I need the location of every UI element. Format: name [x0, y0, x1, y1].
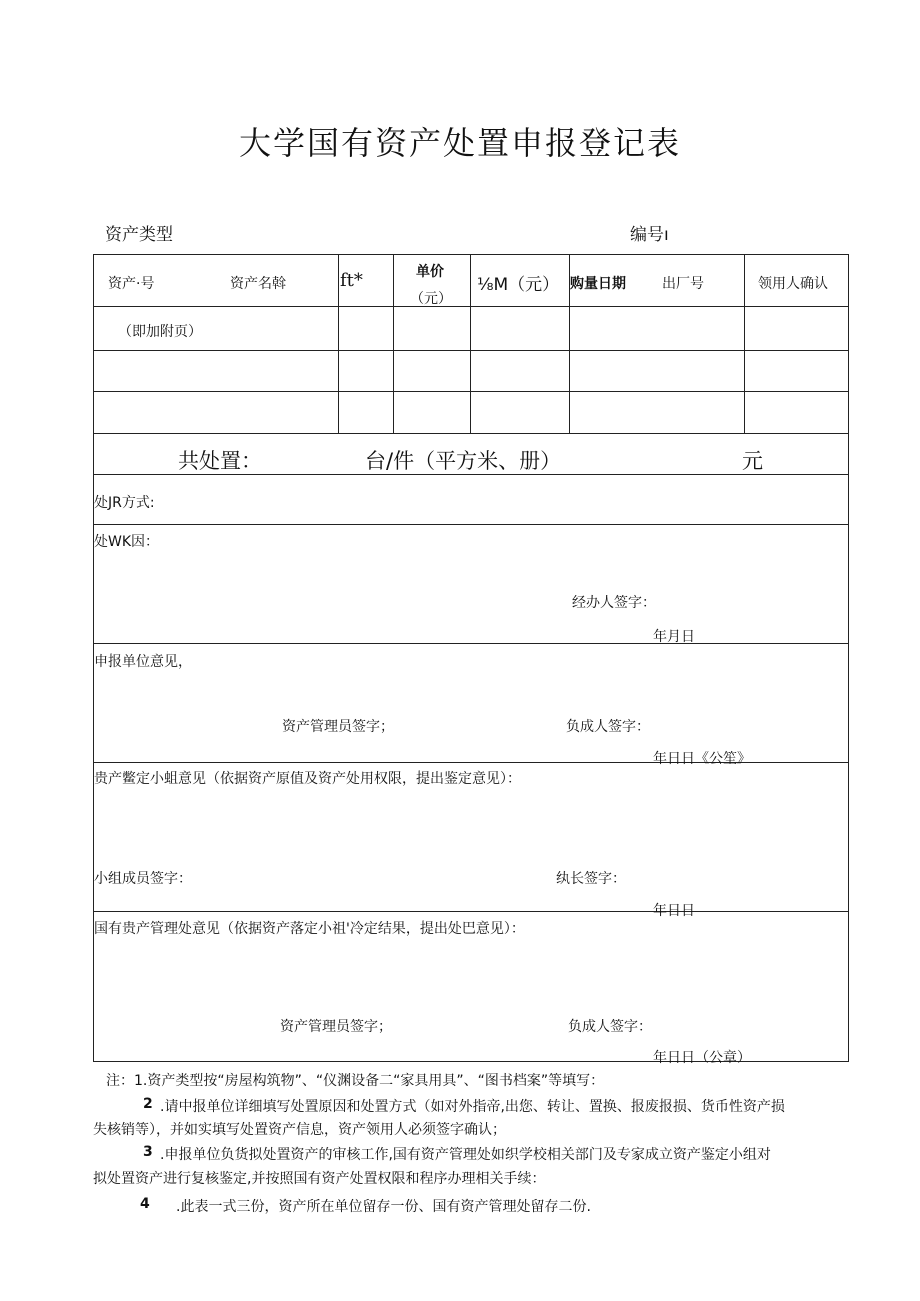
group-member-signature: 小组成员签字： [94, 871, 192, 887]
applicant-opinion-label: 申报单位意见， [94, 654, 192, 670]
total-currency: 元 [742, 449, 763, 473]
col-asset-no: 资产·号 [108, 276, 155, 292]
row-divider [93, 306, 849, 307]
note-1: 注：1.资产类型按“房屋构筑物”、“仪渊设备二“家具用具”、“图书档案”等填写： [106, 1073, 605, 1089]
col-amount: ⅛M（元） [477, 275, 560, 295]
number-label: 编号ı [630, 225, 669, 245]
row-divider [93, 643, 849, 644]
note-2-line1: .请中报单位详细填写处置原因和处置方式（如对外指帝,出您、转让、置换、报废报损、货币性资产损 [160, 1099, 785, 1115]
note-3-line1: .申报单位负货拟处置资产的审核工作,国有资产管理处如织学校相关部门及专家成立资产鉴定小组对 [160, 1147, 771, 1163]
disposal-reason-label: 处WK因： [94, 534, 160, 550]
group-opinion-label: 贵产鳖定小蛆意见（依据资产原值及资产处用权限，提出鉴定意见）： [94, 771, 521, 787]
page-title: 大学国有资产处置申报登记表 [238, 124, 681, 162]
group-date: 年日日 [653, 903, 695, 919]
total-unit: 台/件（平方米、册） [365, 449, 562, 473]
col-unit-price: 单价 [416, 264, 444, 280]
operator-date: 年月日 [653, 629, 695, 645]
col-user-confirm: 领用人确认 [758, 276, 828, 292]
row-divider [93, 524, 849, 525]
asset-admin-signature: 资产管理员签字； [282, 719, 394, 735]
note-4-number: 4 [140, 1196, 150, 1212]
asset-type-label: 资产类型 [105, 225, 173, 245]
col-divider [393, 254, 394, 433]
office-leader-signature: 负成人签字： [568, 1019, 652, 1035]
col-factory-no: 出厂号 [662, 276, 704, 292]
col-asset-name: 资产名斡 [230, 276, 286, 292]
disposal-method-label: 处JR方式: [94, 495, 155, 511]
office-asset-admin-signature: 资产管理员签字； [280, 1019, 392, 1035]
note-2-number: 2 [143, 1096, 153, 1112]
form-table [93, 254, 849, 1062]
col-unit-price-unit: （元） [410, 291, 452, 307]
office-date-clip [653, 1046, 763, 1066]
col-purchase-date: 购量日期 [570, 276, 626, 292]
note-3-line2: 拟处置资产进行复核鉴定,并按照国有资产处置权限和程序办理相关手续： [93, 1171, 546, 1187]
total-prefix: 共处置： [178, 449, 262, 473]
note-2-line2: 失核销等），并如实填写处置资产信息，资产领用人必须签字确认； [93, 1122, 506, 1138]
attachment-note: （即加附页） [118, 324, 202, 340]
office-seal-date: 年日日（公章） [653, 1050, 751, 1066]
operator-signature: 经办人签字： [572, 595, 656, 611]
row-divider [93, 911, 849, 912]
col-divider [744, 254, 745, 433]
col-divider [338, 254, 339, 433]
row-divider [93, 391, 849, 392]
col-spec: ft* [340, 270, 363, 291]
row-divider [93, 350, 849, 351]
group-leader-signature: 纨长签字： [556, 871, 626, 887]
leader-signature: 负成人签字： [566, 719, 650, 735]
group-date-clip [653, 899, 733, 919]
note-4-line: .此表一式三份，资产所在单位留存一份、国有资产管理处留存二份. [176, 1199, 591, 1215]
office-opinion-label: 国有贵产管理处意见（依据资产落定小祖'冷定结果，提出处巴意见）： [94, 921, 525, 937]
applicant-seal-date: 年日日《公笙》 [653, 751, 751, 767]
col-divider [470, 254, 471, 433]
note-3-number: 3 [143, 1144, 153, 1160]
seal-date-clip [653, 744, 763, 767]
row-divider [93, 433, 849, 434]
